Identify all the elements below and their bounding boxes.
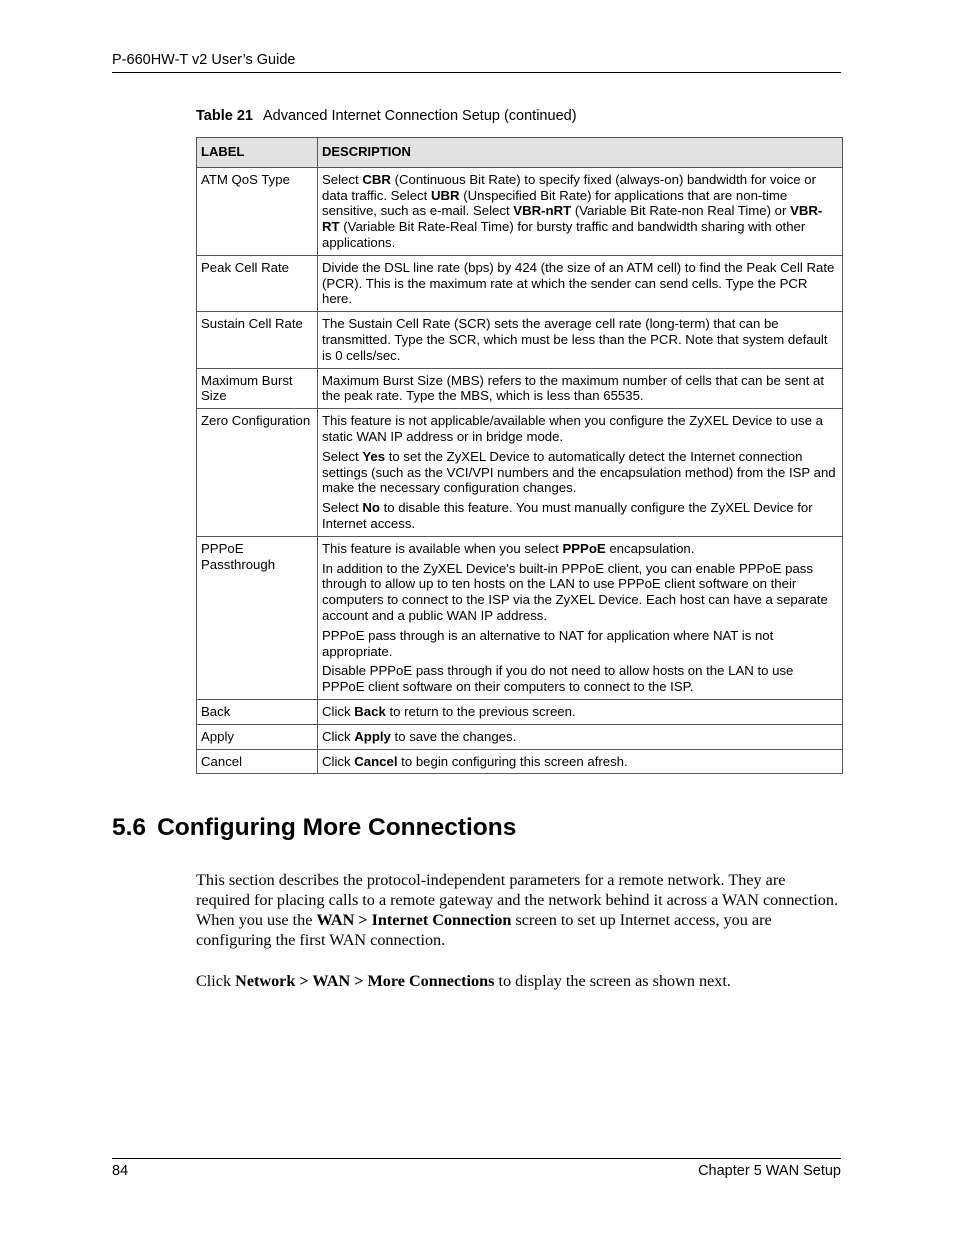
text-run: Click xyxy=(322,728,355,744)
page-footer xyxy=(112,1158,841,1181)
emphasis-text: WAN > Internet Connection xyxy=(316,911,512,929)
emphasis-text: PPPoE xyxy=(562,540,606,556)
section-paragraph xyxy=(196,971,841,991)
row-label: PPPoE Passthrough xyxy=(197,536,318,699)
section-title: Configuring More Connections xyxy=(157,814,517,841)
section-number: 5.6 xyxy=(112,814,147,841)
table-row xyxy=(197,724,843,749)
description-paragraph xyxy=(322,500,837,532)
table-row xyxy=(197,699,843,724)
description-paragraph xyxy=(322,704,837,720)
text-run: (Variable Bit Rate-non Real Time) or xyxy=(571,203,791,219)
page-header xyxy=(112,51,841,73)
description-paragraph xyxy=(322,663,837,695)
row-label: Peak Cell Rate xyxy=(197,255,318,311)
emphasis-text: Apply xyxy=(354,728,391,744)
description-paragraph xyxy=(322,729,837,745)
text-run: Click xyxy=(322,703,355,719)
emphasis-text: UBR xyxy=(430,187,460,203)
description-paragraph xyxy=(322,449,837,496)
text-run: In addition to the ZyXEL Device's built-in PPPoE client, you can enable PPPoE pass through to allow up to ten hosts on the LAN to use PPPoE client software on their computers to connect to the ISP via the ZyXEL Device. Each host can have a separate account and a public WAN IP address. xyxy=(322,560,828,623)
text-run: This feature is not applicable/available when you configure the ZyXEL Device to use a static WAN IP address or in bridge mode. xyxy=(322,413,823,444)
row-description xyxy=(318,749,843,774)
text-run: PPPoE pass through is an alternative to NAT for application where NAT is not appropriate. xyxy=(322,627,774,659)
text-run: (Variable Bit Rate-Real Time) for bursty traffic and bandwidth sharing with other applications. xyxy=(322,219,806,250)
table-caption xyxy=(196,108,577,124)
description-paragraph xyxy=(322,561,837,624)
advanced-connection-table xyxy=(196,137,843,774)
row-description xyxy=(318,312,843,368)
text-run: Select xyxy=(322,500,363,516)
row-description xyxy=(318,699,843,724)
text-run: (Unspecified Bit Rate) for applications that are non-time sensitive, such as e-mail. Select xyxy=(322,187,788,219)
section-heading xyxy=(112,814,516,842)
row-description xyxy=(318,255,843,311)
emphasis-text: VBR-RT xyxy=(322,203,823,235)
row-description xyxy=(318,409,843,537)
table-row xyxy=(197,255,843,311)
description-paragraph xyxy=(322,754,837,770)
text-run: to set the ZyXEL Device to automatically detect the Internet connection settings (such as the VCI/VPI numbers and the encapsulation method) from the ISP and make the necessary configuration changes. xyxy=(322,448,836,496)
row-label: Cancel xyxy=(197,749,318,774)
row-label: Back xyxy=(197,699,318,724)
row-label: ATM QoS Type xyxy=(197,167,318,255)
emphasis-text: No xyxy=(362,500,380,516)
text-run: to return to the previous screen. xyxy=(385,703,576,719)
text-run: (Continuous Bit Rate) to specify fixed (always-on) bandwidth for voice or data traffic. Select xyxy=(322,171,817,203)
column-header-label: LABEL xyxy=(197,138,318,168)
emphasis-text: Cancel xyxy=(354,753,398,769)
emphasis-text: Yes xyxy=(362,448,386,464)
table-row xyxy=(197,312,843,368)
row-label: Apply xyxy=(197,724,318,749)
column-header-description: DESCRIPTION xyxy=(318,138,843,168)
text-run: screen to set up Internet access, you are configuring the first WAN connection. xyxy=(196,911,772,949)
text-run: encapsulation. xyxy=(605,540,695,556)
table-row xyxy=(197,749,843,774)
description-paragraph xyxy=(322,541,837,557)
text-run: The Sustain Cell Rate (SCR) sets the average cell rate (long-term) that can be transmitted. Type the SCR, which must be less than the PCR. Note that system default is 0 cells/sec. xyxy=(322,316,828,363)
text-run: Click xyxy=(322,753,355,769)
row-label: Maximum Burst Size xyxy=(197,368,318,409)
text-run: to begin configuring this screen afresh. xyxy=(397,753,628,769)
emphasis-text: Network > WAN > More Connections xyxy=(235,972,495,990)
text-run: Select xyxy=(322,448,363,464)
row-description xyxy=(318,536,843,699)
section-paragraph xyxy=(196,870,841,950)
table-body xyxy=(197,167,843,774)
row-label: Sustain Cell Rate xyxy=(197,312,318,368)
table-number: Table 21 xyxy=(196,108,253,124)
text-run: to save the changes. xyxy=(390,728,517,744)
row-description xyxy=(318,368,843,409)
table-row xyxy=(197,167,843,255)
table-header-row xyxy=(197,138,843,168)
text-run: This feature is available when you select xyxy=(322,540,563,556)
guide-title: P-660HW-T v2 User’s Guide xyxy=(112,52,296,68)
emphasis-text: CBR xyxy=(362,171,391,187)
chapter-title: Chapter 5 WAN Setup xyxy=(698,1163,841,1179)
description-paragraph xyxy=(322,260,837,307)
description-paragraph xyxy=(322,628,837,660)
page-number: 84 xyxy=(112,1163,129,1179)
row-description xyxy=(318,167,843,255)
text-run: to disable this feature. You must manually configure the ZyXEL Device for Internet access. xyxy=(322,500,813,531)
description-paragraph xyxy=(322,373,837,405)
row-description xyxy=(318,724,843,749)
table-title: Advanced Internet Connection Setup (continued) xyxy=(262,108,577,124)
emphasis-text: Back xyxy=(354,703,386,719)
text-run: Maximum Burst Size (MBS) refers to the maximum number of cells that can be sent at the peak rate. Type the MBS, which is less than 65535. xyxy=(322,372,825,404)
text-run: Divide the DSL line rate (bps) by 424 (the size of an ATM cell) to find the Peak Cell Rate (PCR). This is the maximum rate at which the sender can send cells. Type the PCR here. xyxy=(322,259,835,307)
table-row xyxy=(197,409,843,537)
text-run: Disable PPPoE pass through if you do not need to allow hosts on the LAN to use PPPoE client software on their computers to connect to the ISP. xyxy=(322,663,794,695)
text-run: to display the screen as shown next. xyxy=(494,972,731,990)
text-run: Click xyxy=(196,972,236,990)
table-row xyxy=(197,368,843,409)
text-run: Select xyxy=(322,171,363,187)
description-paragraph xyxy=(322,413,837,445)
description-paragraph xyxy=(322,172,837,251)
text-run: This section describes the protocol-independent parameters for a remote network. They are required for placing calls to a remote gateway and the network behind it across a WAN connection. When you use the xyxy=(196,871,839,929)
table-row xyxy=(197,536,843,699)
description-paragraph xyxy=(322,316,837,363)
row-label: Zero Configuration xyxy=(197,409,318,537)
emphasis-text: VBR-nRT xyxy=(513,203,572,219)
